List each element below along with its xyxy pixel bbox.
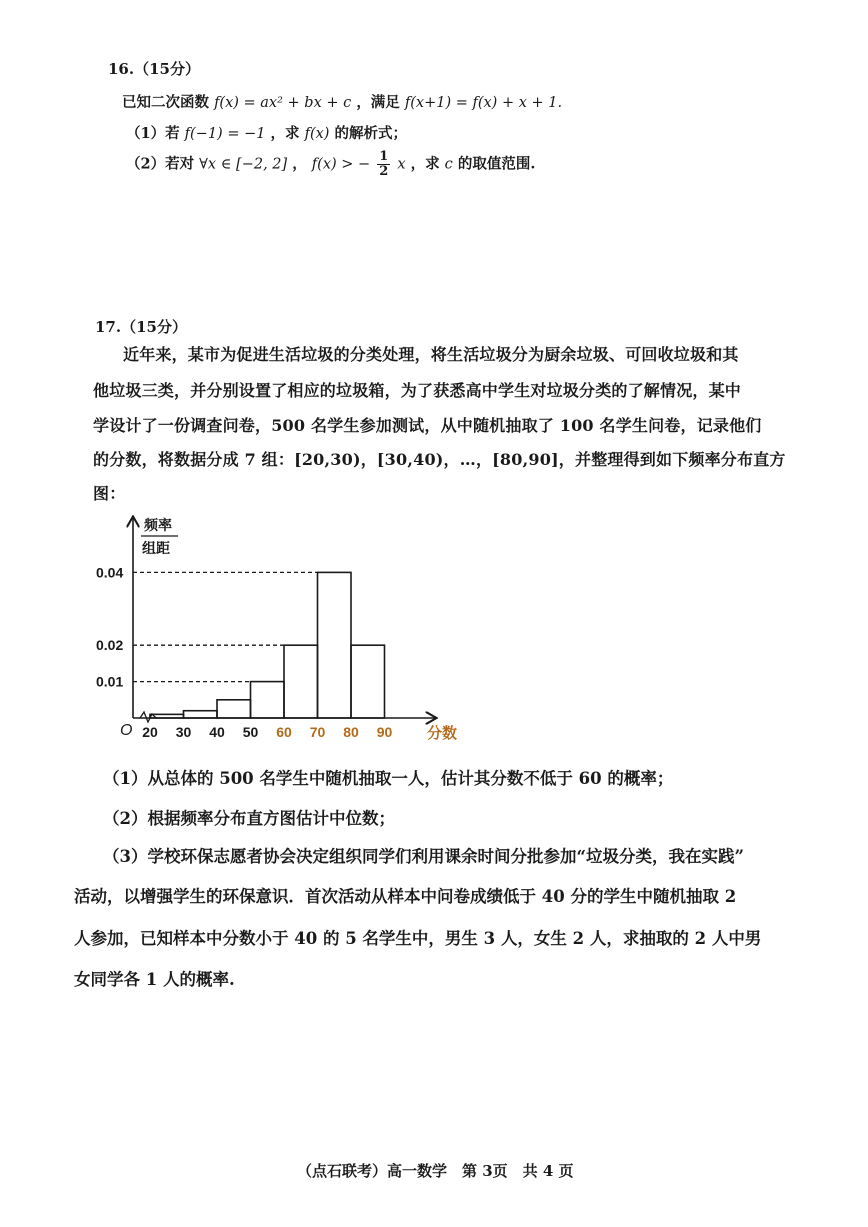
x-tick-label: 60 xyxy=(276,724,292,740)
q16-fraction-denominator: 2 xyxy=(379,164,389,179)
q17-part3-line-4: 女同学各 1 人的概率. xyxy=(74,970,235,989)
histogram-bar xyxy=(318,572,352,718)
q16-part2-c: c xyxy=(444,156,453,173)
histogram-bar xyxy=(217,700,251,718)
histogram-bar xyxy=(184,711,218,718)
x-tick-label: 20 xyxy=(142,724,158,740)
x-tick-label: 40 xyxy=(209,724,225,740)
y-tick-label: 0.04 xyxy=(96,564,124,581)
q16-stem xyxy=(122,91,562,112)
y-tick-label: 0.02 xyxy=(96,637,124,654)
q16-part1-condition: f(−1) = −1 xyxy=(184,126,266,142)
x-tick-label: 30 xyxy=(175,724,192,740)
q17-para-line-3: 学设计了一份调查问卷，500 名学生参加测试，从中随机抽取了 100 名学生问卷，记录他们 xyxy=(93,416,762,435)
q17-para-line-4: 的分数，将数据分成 7 组：[20,30)，[30,40)，…，[80,90]，并整理得到如下频率分布直方 xyxy=(93,450,786,469)
q16-stem-condition: f(x+1) = f(x) + x + 1. xyxy=(404,95,563,111)
x-tick-label: 90 xyxy=(376,724,393,740)
q16-part2-x: x xyxy=(397,156,406,173)
histogram-bar xyxy=(251,682,285,718)
q16-part1-mid: ，求 xyxy=(270,125,300,142)
q16-part2-domain: ∀x ∈ [−2, 2] xyxy=(199,156,288,173)
q16-part2 xyxy=(126,150,535,179)
page-footer: （点石联考）高一数学 第 3页 共 4 页 xyxy=(297,1162,574,1180)
q17-part1: （1）从总体的 500 名学生中随机抽取一人，估计其分数不低于 60 的概率； xyxy=(103,769,674,788)
histogram-bar xyxy=(284,645,318,718)
q16-part2-fraction xyxy=(377,150,390,179)
q17-part3-line-3: 人参加，已知样本中分数小于 40 的 5 名学生中，男生 3 人，女生 2 人，求抽取的 2 人中男 xyxy=(74,929,762,948)
q16-stem-function: f(x) = ax² + bx + c xyxy=(214,95,352,111)
x-tick-label: 50 xyxy=(242,724,259,740)
q16-part2-end: 的取值范围. xyxy=(457,155,536,173)
ylabel-numerator: 频率 xyxy=(144,517,172,533)
q17-part3-line-1: （3）学校环保志愿者协会决定组织同学们利用课余时间分批参加“垃圾分类，我在实践” xyxy=(103,847,744,866)
q16-stem-prefix: 已知二次函数 xyxy=(122,94,209,111)
origin-label: O xyxy=(120,722,133,739)
q16-part1 xyxy=(126,122,407,143)
axis-break-zigzag xyxy=(140,712,156,722)
frequency-histogram xyxy=(80,508,460,748)
q16-header: 16.（15分） xyxy=(108,60,200,78)
q16-part1-fx: f(x) xyxy=(304,126,330,142)
q17-part2: （2）根据频率分布直方图估计中位数； xyxy=(103,809,395,828)
x-tick-label: 70 xyxy=(309,724,326,740)
q17-para-line-2: 他垃圾三类，并分别设置了相应的垃圾箱，为了获悉高中学生对垃圾分类的了解情况，某中 xyxy=(93,381,742,400)
xlabel: 分数 xyxy=(427,725,458,742)
q17-para-line-5: 图： xyxy=(93,484,126,503)
q17-para-line-1: 近年来，某市为促进生活垃圾的分类处理，将生活垃圾分为厨余垃圾、可回收垃圾和其 xyxy=(123,345,739,364)
q16-part2-label: （2）若对 xyxy=(126,155,195,173)
x-tick-label: 80 xyxy=(343,724,359,740)
histogram-bar xyxy=(351,645,385,718)
q17-part3-line-2: 活动，以增强学生的环保意识．首次活动从样本中问卷成绩低于 40 分的学生中随机抽取 2 xyxy=(74,887,737,906)
ylabel-denominator: 组距 xyxy=(142,540,170,556)
q16-part1-label: （1）若 xyxy=(126,125,180,142)
q16-fraction-numerator: 1 xyxy=(379,149,389,164)
q16-part2-mid: ，求 xyxy=(410,155,440,173)
q16-part2-lhs: f(x) > − xyxy=(311,156,371,173)
q16-part2-comma: ， xyxy=(292,155,307,173)
y-tick-label: 0.01 xyxy=(96,673,124,690)
q17-header: 17.（15分） xyxy=(95,318,187,336)
q16-stem-mid: ，满足 xyxy=(356,94,400,111)
q16-part1-end: 的解析式； xyxy=(334,125,408,142)
